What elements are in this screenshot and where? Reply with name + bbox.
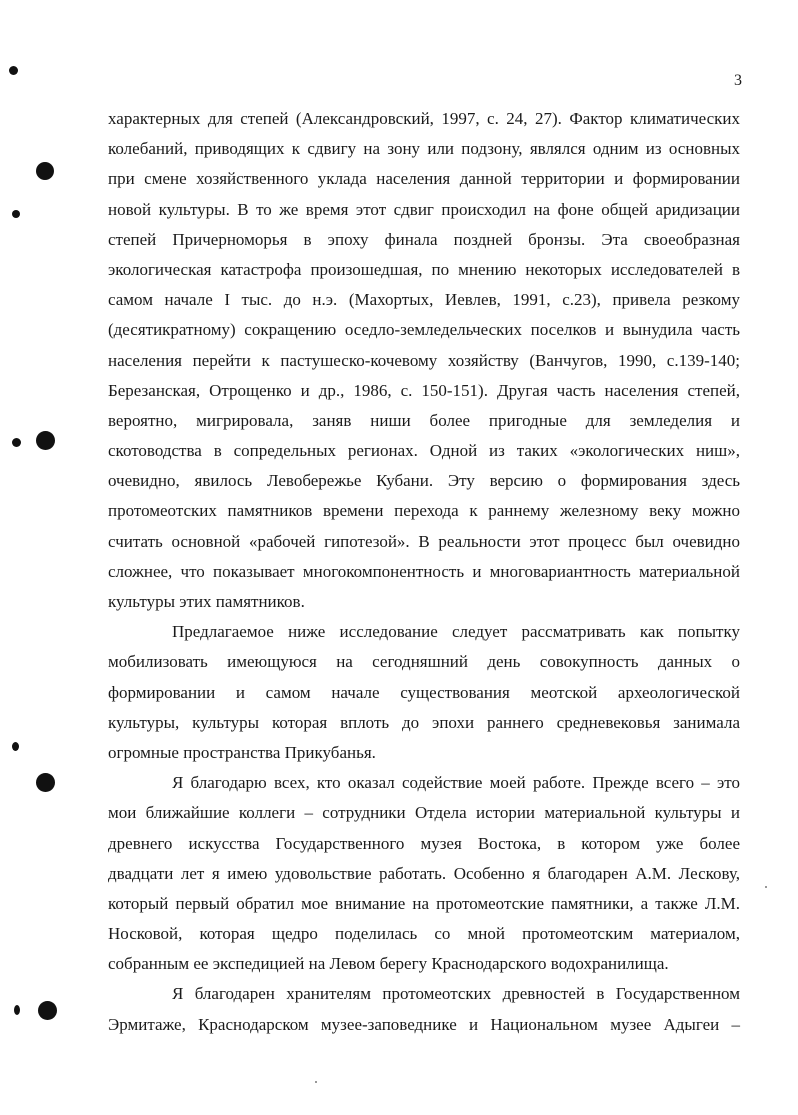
binder-hole-mark <box>38 1001 57 1020</box>
text-line: Эрмитаже, Краснодарском музее-заповеднике и Национальном музее Адыгеи – <box>108 1014 740 1034</box>
text-line: сложнее, что показывает многокомпонентность и многовариантность материальной <box>108 561 740 581</box>
binder-hole-mark <box>12 742 19 751</box>
text-line: древнего искусства Государственного музея Востока, в котором уже более <box>108 833 740 853</box>
text-line: Предлагаемое ниже исследование следует рассматривать как попытку <box>172 622 740 642</box>
page-number: 3 <box>734 72 742 89</box>
paragraph-4 <box>108 979 740 1039</box>
paragraph-1 <box>108 104 740 617</box>
text-line: очевидно, явилось Левобережье Кубани. Эту версию о формирования здесь <box>108 471 740 491</box>
text-line: мобилизовать имеющуюся на сегодняшний день совокупность данных о <box>108 652 740 672</box>
text-line: считать основной «рабочей гипотезой». В реальности этот процесс был очевидно <box>108 531 740 551</box>
text-line: самом начале I тыс. до н.э. (Махортых, Иевлев, 1991, с.23), привела резкому <box>108 290 740 310</box>
binder-hole-mark <box>36 431 55 450</box>
text-line: при смене хозяйственного уклада населения данной территории и формировании <box>108 169 740 189</box>
text-line: экологическая катастрофа произошедшая, по мнению некоторых исследователей в <box>108 259 740 279</box>
text-line: Березанская, Отрощенко и др., 1986, с. 150-151). Другая часть населения степей, <box>108 380 740 400</box>
paragraph-3 <box>108 768 740 979</box>
text-line: Носковой, которая щедро поделилась со мной протомеотским материалом, <box>108 924 740 944</box>
text-line: собранным ее экспедицией на Левом берегу Краснодарского водохранилища. <box>108 954 669 974</box>
binder-hole-mark <box>36 162 54 180</box>
text-line: (десятикратному) сокращению оседло-земледельческих поселков и вынудила часть <box>108 320 740 340</box>
text-line: огромные пространства Прикубанья. <box>108 742 376 762</box>
text-line: вероятно, мигрировала, заняв ниши более пригодные для земледелия и <box>108 410 740 430</box>
binder-hole-mark <box>9 66 18 75</box>
text-line: колебаний, приводящих к сдвигу на зону или подзону, являлся одним из основных <box>108 139 740 159</box>
text-line: мои ближайшие коллеги – сотрудники Отдела истории материальной культуры и <box>108 803 740 823</box>
text-line: культуры, культуры которая вплоть до эпохи раннего средневековья занимала <box>108 712 740 732</box>
text-line: Я благодарю всех, кто оказал содействие моей работе. Прежде всего – это <box>172 773 740 793</box>
text-line: степей Причерноморья в эпоху финала поздней бронзы. Эта своеобразная <box>108 229 740 249</box>
text-line: населения перейти к пастушеско-кочевому хозяйству (Ванчугов, 1990, с.139-140; <box>108 350 740 370</box>
paragraph-2 <box>108 617 740 768</box>
text-line: характерных для степей (Александровский, 1997, с. 24, 27). Фактор климатических <box>108 109 740 128</box>
text-line: культуры этих памятников. <box>108 592 305 611</box>
binder-hole-mark <box>14 1005 20 1015</box>
document-body <box>108 104 740 1040</box>
scan-speck <box>765 886 767 888</box>
text-line: скотоводства в сопредельных регионах. Одной из таких «экологических ниш», <box>108 441 740 461</box>
text-line: Я благодарен хранителям протомеотских древностей в Государственном <box>172 984 740 1004</box>
binder-hole-mark <box>12 210 20 218</box>
text-line: формировании и самом начале существования меотской археологической <box>108 682 740 702</box>
binder-hole-mark <box>36 773 55 792</box>
text-line: который первый обратил мое внимание на протомеотские памятники, а также Л.М. <box>108 893 740 913</box>
text-line: протомеотских памятников времени перехода к раннему железному веку можно <box>108 501 740 521</box>
scan-speck <box>315 1081 317 1083</box>
binder-hole-mark <box>12 438 21 447</box>
text-line: новой культуры. В то же время этот сдвиг происходил на фоне общей аридизации <box>108 199 740 219</box>
text-line: двадцати лет я имею удовольствие работать. Особенно я благодарен А.М. Лескову, <box>108 863 740 883</box>
